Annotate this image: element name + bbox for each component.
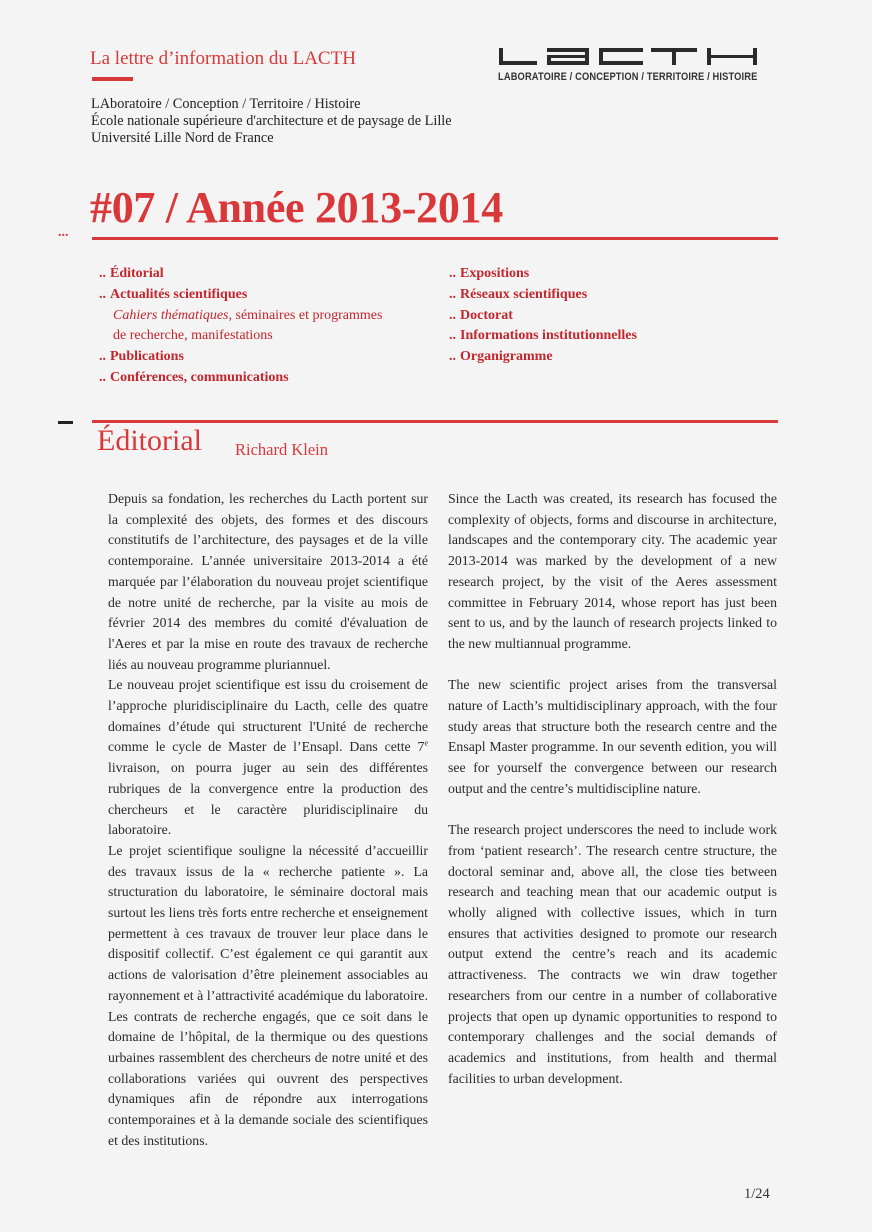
toc-label: Expositions — [460, 266, 530, 281]
toc-sub-text: , séminaires et programmes — [228, 307, 383, 323]
paragraph: The research project underscores the need to include work from ‘patient research’. The research centre structure, the doctoral seminar and, above all, the close ties between research and teaching mean that our academic output is wholly aligned with collective issues, which in turn ensures that activities designed to promote our research output extend the centre’s reach and its academic attractiveness. The contracts we win draw together researchers from our centre in a number of collaborative projects that open up dynamic opportunities to respond to contemporary challenges and the social demands of academics and institutions, from health and thermal facilities to urban development. — [448, 822, 777, 1086]
section-title: Éditorial — [97, 424, 202, 457]
toc-dots: .. — [99, 349, 106, 365]
toc-label: Doctorat — [460, 307, 513, 323]
toc-dots: .. — [449, 266, 456, 281]
toc-dots: .. — [449, 286, 456, 302]
toc-item-publications[interactable] — [99, 347, 382, 368]
toc-right — [449, 264, 637, 368]
paragraph-text: livraison, on pourra juger au sein des différentes rubriques de la convergence entre la production des chercheurs et le caractère pluridisciplinaire du laboratoire. — [108, 760, 428, 838]
toc-label: Conférences, communications — [110, 369, 289, 385]
section-marker — [58, 421, 73, 424]
toc-subitem — [99, 306, 382, 327]
toc-dots: .. — [99, 286, 106, 302]
paragraph: Since the Lacth was created, its research has focused the complexity of objects, forms and discourse in architecture, landscapes and the contemporary city. The academic year 2013-2014 was marked by the development of a new research project, by the visit of the Aeres assessment committee in February 2014, whose report has just been sent to us, and by the launch of research projects linked to the new multiannual programme. — [448, 491, 777, 651]
issue-title: #07 / Année 2013-2014 — [90, 183, 503, 232]
page-number: 1/24 — [744, 1186, 770, 1202]
issue-marker: ... — [58, 225, 69, 240]
title-underline — [92, 77, 133, 81]
lacth-logo — [497, 44, 767, 88]
editorial-french-column — [108, 489, 428, 1152]
toc-subitem: de recherche, manifestations — [113, 328, 273, 344]
section-rule — [92, 420, 778, 423]
toc-label: Organigramme — [460, 349, 553, 365]
paragraph: Depuis sa fondation, les recherches du Lacth portent sur la complexité des objets, des formes et des discours constitutifs de l’architecture, des paysages et de la ville contemporaine. L’année universitaire 2013-2014 a été marquée par l’élaboration du nouveau projet scientifique de notre unité de recherche, par la visite au mois de février 2014 des membres du comité d'évaluation de l'Aeres et par la mise en route des travaux de recherche liés au nouveau programme pluriannuel. — [108, 491, 428, 672]
affiliation-line: Université Lille Nord de France — [91, 130, 274, 146]
toc-label: Informations institutionnelles — [460, 328, 637, 344]
toc-label: Éditorial — [110, 266, 164, 281]
issue-rule — [92, 237, 778, 240]
toc-label: Actualités scientifiques — [110, 286, 248, 302]
toc-dots: .. — [449, 328, 456, 344]
toc-dots: .. — [99, 266, 106, 281]
toc-dots: .. — [449, 349, 456, 365]
toc-item-reseaux[interactable] — [449, 285, 637, 306]
toc-item-doctorat[interactable] — [449, 306, 637, 327]
paragraph-text: Le nouveau projet scientifique est issu du croisement de l’approche pluridisciplinaire du Lacth, celle des quatre domaines d’étude qui structurent l'Unité de recherche comme le cycle de Master de l’Ensapl. Dans cette 7 — [108, 677, 428, 755]
section-author: Richard Klein — [235, 440, 329, 459]
toc-item-organigramme[interactable] — [449, 347, 637, 368]
toc-label: Publications — [110, 349, 184, 365]
toc-dots: .. — [449, 307, 456, 323]
affiliation-block — [91, 96, 452, 147]
toc-item-expositions[interactable] — [449, 264, 637, 285]
toc-item-actualites[interactable] — [99, 285, 382, 306]
toc-label: Réseaux scientifiques — [460, 286, 588, 302]
toc-item-editorial[interactable] — [99, 264, 382, 285]
editorial-english-column — [448, 489, 777, 1089]
logo-subtitle: LABORATOIRE / CONCEPTION / TERRITOIRE / HISTOIRE — [498, 71, 758, 83]
newsletter-title: La lettre d’information du LACTH — [90, 48, 356, 69]
affiliation-line: École nationale supérieure d'architecture et de paysage de Lille — [91, 113, 452, 129]
paragraph: The new scientific project arises from the transversal nature of Lacth’s multidisciplinary approach, with the four study areas that structure both the research centre and the Ensapl Master programme. In our seventh edition, you will see for yourself the convergence between our research output and the centre’s multidiscipline nature. — [448, 677, 777, 796]
toc-left — [99, 264, 382, 389]
affiliation-line: LAboratoire / Conception / Territoire / Histoire — [91, 96, 361, 112]
paragraph — [108, 675, 428, 841]
toc-sub-italic: Cahiers thématiques — [113, 307, 229, 323]
toc-item-informations[interactable] — [449, 326, 637, 347]
lacth-wordmark-icon — [497, 44, 763, 68]
superscript: e — [424, 738, 428, 748]
toc-item-conferences[interactable] — [99, 368, 382, 389]
toc-dots: .. — [99, 369, 106, 385]
paragraph: Le projet scientifique souligne la nécessité d’accueillir des travaux issus de la « recherche patiente ». La structuration du laboratoire, le séminaire doctoral mais surtout les liens très forts entre recherche et enseignement permettent à ces travaux de trouver leur place dans le dispositif collectif. C’est également ce qui garantit aux actions de valorisation d’être pleinement associables au rayonnement et à l’attractivité académique du laboratoire. Les contrats de recherche engagés, que ce soit dans le domaine de l’hôpital, de la thermique ou des questions urbaines rassemblent des chercheurs de notre unité et des collaborations variées qui ouvrent des perspectives dynamiques afin de répondre aux interrogations contemporaines et à la demande sociale des scientifiques et des institutions. — [108, 842, 428, 1148]
